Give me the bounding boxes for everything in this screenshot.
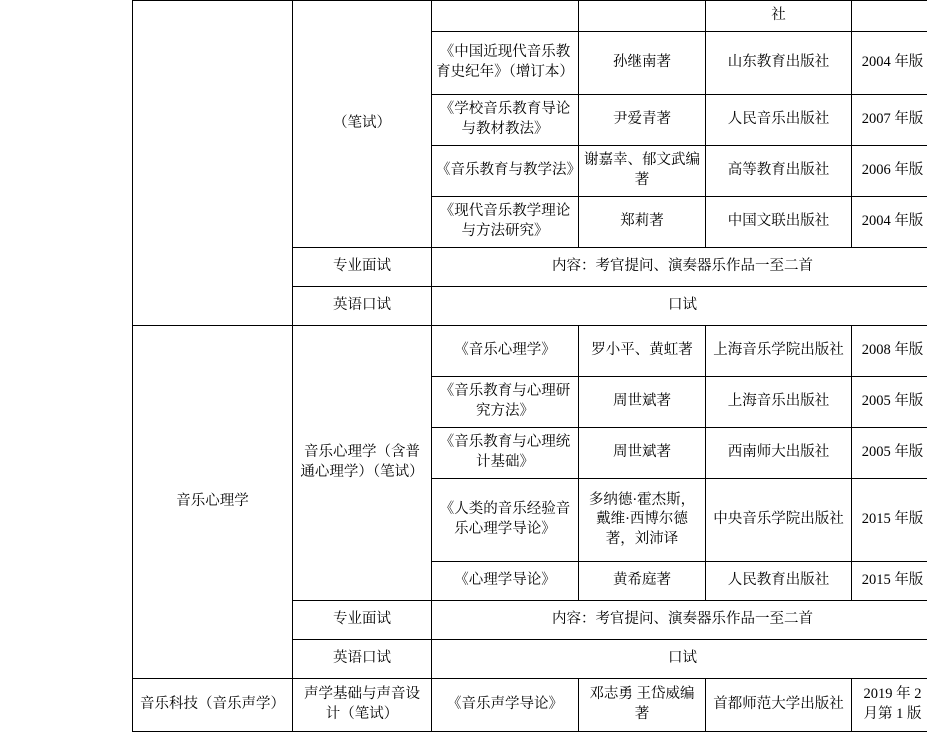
cell-publisher: 人民音乐出版社	[706, 95, 852, 146]
cell-year: 2004 年版	[852, 197, 927, 248]
cell-author: 黄希庭著	[579, 562, 706, 601]
cell-interview-note: 内容：考官提问、演奏器乐作品一至二首	[432, 601, 927, 640]
cell-publisher: 上海音乐出版社	[706, 377, 852, 428]
cell-subject-written-exam: （笔试）	[293, 1, 432, 248]
cell-author: 孙继南著	[579, 32, 706, 95]
cell-subject-acoustics: 声学基础与声音设计（笔试）	[293, 679, 432, 732]
cell-book: 《音乐教育与教学法》	[432, 146, 579, 197]
cell-publisher: 西南师大出版社	[706, 428, 852, 479]
cell-year-continued	[852, 1, 927, 32]
cell-author: 谢嘉幸、郁文武编著	[579, 146, 706, 197]
cell-author: 多纳德·霍杰斯，戴维·西博尔德著，刘沛译	[579, 479, 706, 562]
cell-author: 罗小平、黄虹著	[579, 326, 706, 377]
cell-author: 周世斌著	[579, 377, 706, 428]
cell-category-music-technology: 音乐科技（音乐声学）	[133, 679, 293, 732]
cell-book: 《音乐教育与心理统计基础》	[432, 428, 579, 479]
cell-author: 周世斌著	[579, 428, 706, 479]
cell-book-continued	[432, 1, 579, 32]
cell-publisher: 高等教育出版社	[706, 146, 852, 197]
cell-book: 《心理学导论》	[432, 562, 579, 601]
cell-year: 2008 年版	[852, 326, 927, 377]
cell-publisher: 人民教育出版社	[706, 562, 852, 601]
cell-author: 尹爱青著	[579, 95, 706, 146]
cell-book: 《音乐心理学》	[432, 326, 579, 377]
cell-category-music-psychology: 音乐心理学	[133, 326, 293, 679]
cell-year: 2015 年版	[852, 562, 927, 601]
cell-book: 《音乐声学导论》	[432, 679, 579, 732]
cell-english-note: 口试	[432, 287, 927, 326]
cell-publisher: 中国文联出版社	[706, 197, 852, 248]
cell-book: 《学校音乐教育导论与教材教法》	[432, 95, 579, 146]
cell-publisher: 上海音乐学院出版社	[706, 326, 852, 377]
cell-year: 2005 年版	[852, 428, 927, 479]
cell-subject-english: 英语口试	[293, 640, 432, 679]
table-row	[133, 326, 927, 377]
cell-subject-interview: 专业面试	[293, 248, 432, 287]
cell-subject-interview: 专业面试	[293, 601, 432, 640]
cell-book: 《中国近现代音乐教育史纪年》（增订本）	[432, 32, 579, 95]
left-border-rule	[132, 0, 133, 616]
cell-book: 《音乐教育与心理研究方法》	[432, 377, 579, 428]
cell-author-continued	[579, 1, 706, 32]
cell-year: 2006 年版	[852, 146, 927, 197]
cell-subject-music-psychology: 音乐心理学（含普通心理学）（笔试）	[293, 326, 432, 601]
cell-year: 2015 年版	[852, 479, 927, 562]
cell-year: 2007 年版	[852, 95, 927, 146]
cell-publisher-continued: 社	[706, 1, 852, 32]
cell-english-note: 口试	[432, 640, 927, 679]
cell-author: 郑莉著	[579, 197, 706, 248]
cell-book: 《人类的音乐经验音乐心理学导论》	[432, 479, 579, 562]
cell-publisher: 山东教育出版社	[706, 32, 852, 95]
cell-year: 2004 年版	[852, 32, 927, 95]
cell-interview-note: 内容：考官提问、演奏器乐作品一至二首	[432, 248, 927, 287]
cell-subject-english: 英语口试	[293, 287, 432, 326]
cell-author: 邓志勇 王岱威编著	[579, 679, 706, 732]
cell-book: 《现代音乐教学理论与方法研究》	[432, 197, 579, 248]
table-row	[133, 679, 927, 732]
cell-year: 2005 年版	[852, 377, 927, 428]
cell-publisher: 首都师范大学出版社	[706, 679, 852, 732]
cell-year: 2019 年 2 月第 1 版	[852, 679, 927, 732]
cell-publisher: 中央音乐学院出版社	[706, 479, 852, 562]
reference-books-table	[132, 0, 927, 732]
cell-category-continued	[133, 1, 293, 326]
table-row	[133, 1, 927, 32]
